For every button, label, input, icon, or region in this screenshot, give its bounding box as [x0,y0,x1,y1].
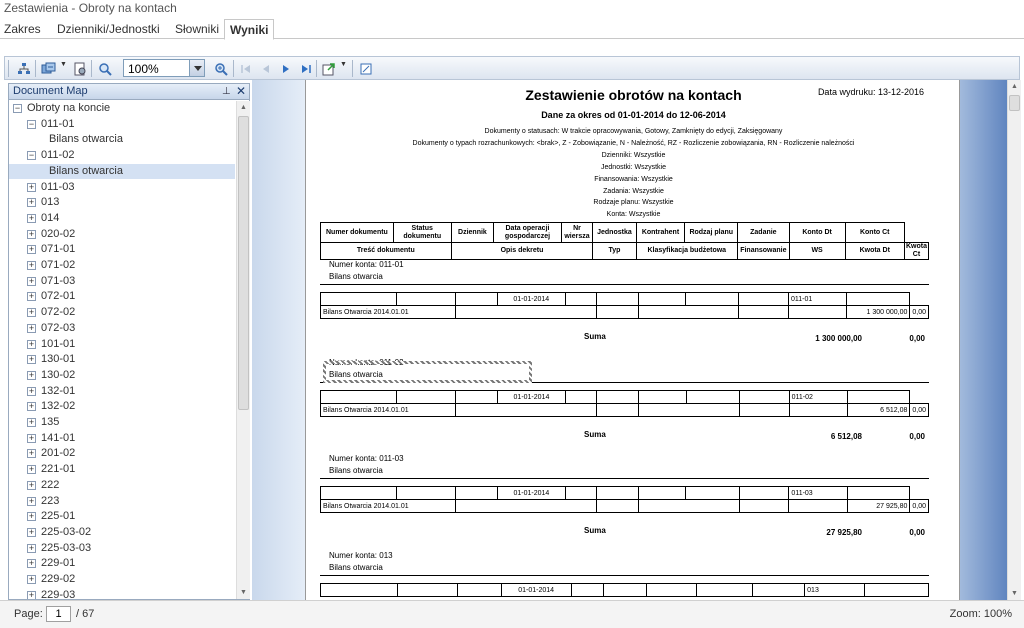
account-number: Numer konta: 011-01 [329,260,404,269]
tree-item-label: Obroty na koncie [27,102,111,114]
tree-item[interactable] [9,117,235,132]
tree-item-label: 071-01 [41,243,76,255]
table-cell [455,404,596,417]
entry-kwota-dt: 1 300 000,00 [847,306,910,319]
table-row [321,487,929,500]
col-konto-dt: Konto Dt [789,223,845,243]
document-map-icon[interactable] [15,60,32,77]
tree-item-label: 141-01 [41,432,76,444]
table-cell [397,584,457,597]
entry-date: 01-01-2014 [501,584,571,597]
zoom-status: Zoom: 100% [949,608,1012,620]
table-cell [321,391,397,404]
col-kwota-ct: Kwota Ct [906,243,927,258]
tree-item-label: 130-02 [41,369,76,381]
toolbar-separator [35,60,36,77]
zoom-select[interactable] [123,59,205,77]
tree-item[interactable] [9,588,235,599]
table-cell [647,584,697,597]
tree-item[interactable] [9,509,235,524]
tree-item[interactable] [9,289,235,304]
col-rodzaj-planu: Rodzaj planu [685,223,738,243]
table-cell [789,306,847,319]
table-cell [455,391,497,404]
table-cell [321,293,397,306]
table-cell [455,306,596,319]
tree-item-label: 071-03 [41,275,76,287]
tree-item[interactable] [9,399,235,414]
table-cell [596,293,638,306]
expand-icon[interactable]: + [28,496,35,506]
collapse-icon[interactable]: − [28,119,35,129]
page-setup-icon[interactable] [71,60,88,77]
table-cell [638,487,686,500]
tree-item-label: 072-02 [41,306,76,318]
report-column-header [320,222,929,260]
entry-table [320,390,929,417]
tree-item-label: 011-01 [41,118,75,130]
expand-icon[interactable]: + [28,182,35,192]
table-cell [396,391,455,404]
sum-kwota-ct: 0,00 [909,432,925,441]
tree-item[interactable] [9,211,235,226]
filter-statuses: Dokumenty o statusach: W trakcie opracowywania, Gotowy, Zamknięty do edycji, Zaksięgowany [484,128,783,135]
table-cell [739,500,789,513]
section-rule [320,478,929,479]
table-row [321,391,929,404]
tree-item-label: 101-01 [41,338,76,350]
col-jednostka: Jednostka [593,223,636,243]
expand-icon[interactable]: + [28,323,35,333]
toolbar-separator [233,60,234,77]
expand-icon[interactable]: + [28,307,35,317]
expand-icon[interactable]: + [28,558,35,568]
col-kontrahent: Kontrahent [636,223,685,243]
expand-icon[interactable]: + [28,464,35,474]
col-ws: WS [789,243,845,260]
entry-date: 01-01-2014 [497,487,566,500]
entry-kwota-ct: 0,00 [910,306,929,319]
scroll-down-icon[interactable]: ▼ [1011,590,1018,597]
entry-date: 01-01-2014 [497,391,566,404]
collapse-icon[interactable]: − [14,103,21,113]
expand-icon[interactable]: + [28,276,35,286]
tree-item-label: 011-02 [41,149,75,161]
table-cell [566,487,597,500]
sum-label: Suma [584,332,606,341]
scroll-thumb[interactable] [1009,95,1020,111]
filter-document-types: Dokumenty o typach rozrachunkowych: <brak>, Z - Zobowiązanie, N - Należność, RZ - Rozliczenie zobowiązania, RN - Rozliczenie należności [412,140,855,147]
tree-item-label: 072-01 [41,290,76,302]
tab-bar [0,19,1024,39]
export-dropdown-icon[interactable]: ▼ [340,61,347,68]
table-cell [603,584,647,597]
document-map-title: Document Map [13,85,88,97]
page-label: Page: [14,608,43,620]
tree-item[interactable] [9,321,235,336]
table-cell [396,487,455,500]
report-viewport-margin [960,80,1008,600]
tree-item-label: 201-02 [41,447,76,459]
chevron-down-icon[interactable] [189,60,204,76]
tree-item[interactable] [9,337,235,352]
tree-item-label: Bilans otwarcia [49,165,123,177]
account-number: Numer konta: 013 [329,551,393,560]
tree-item-label: 229-01 [41,557,76,569]
tree-item[interactable] [9,494,235,509]
section-label: Bilans otwarcia [329,466,383,475]
tree-item-label: 013 [41,196,60,208]
tree-item[interactable] [9,227,235,242]
tree-item[interactable] [9,462,235,477]
tree-item-label: 011-03 [41,181,75,193]
zoom-in-icon[interactable] [212,60,229,77]
table-row [321,584,929,597]
sum-label: Suma [584,430,606,439]
page-total: / 67 [76,608,95,620]
tree-item[interactable] [9,478,235,493]
expand-icon[interactable]: + [28,590,35,599]
expand-icon[interactable]: + [28,339,35,349]
entry-kwota-ct: 0,00 [910,500,929,513]
toolbar-separator [352,60,353,77]
col-konto-ct: Konto Ct [845,223,905,243]
table-cell [739,306,789,319]
tree-item[interactable] [9,101,235,116]
section-rule [320,575,929,576]
tree-item[interactable] [9,525,235,540]
section-label: Bilans otwarcia [329,370,383,379]
table-cell [739,487,789,500]
table-cell [321,584,398,597]
table-cell [847,391,909,404]
tree-item[interactable] [9,164,235,179]
table-cell [740,391,790,404]
close-icon[interactable]: ✕ [236,84,247,98]
table-cell [596,391,638,404]
entry-table [320,292,929,319]
document-map-header [9,84,249,100]
table-cell [865,584,929,597]
tree-item[interactable] [9,148,235,163]
expand-icon[interactable]: + [28,291,35,301]
scroll-down-icon[interactable]: ▼ [237,586,250,599]
tree-item[interactable] [9,446,235,461]
table-cell [638,391,686,404]
entry-date: 01-01-2014 [497,293,565,306]
table-cell [753,584,805,597]
tree-item[interactable] [9,242,235,257]
table-cell [565,293,596,306]
entry-table [320,486,929,513]
tree-item[interactable] [9,132,235,147]
sum-kwota-ct: 0,00 [909,334,925,343]
scroll-up-icon[interactable]: ▲ [1011,83,1018,90]
table-cell [847,293,910,306]
tree-item-label: Bilans otwarcia [49,133,123,145]
filter-tasks: Zadania: Wszystkie [603,188,664,195]
col-kwota-dt: Kwota Dt [845,243,905,260]
sum-kwota-dt: 6 512,08 [830,432,862,441]
document-map-scrollbar[interactable] [236,101,250,599]
col-zadanie: Zadanie [738,223,790,243]
table-cell [740,404,790,417]
tree-item-label: 135 [41,416,60,428]
table-cell [455,487,497,500]
tree-item[interactable] [9,556,235,571]
tree-item-label: 071-02 [41,259,76,271]
table-cell [847,487,910,500]
report-scrollbar[interactable] [1007,80,1021,600]
tree-item-label: 229-03 [41,589,76,599]
tree-item-label: 221-01 [41,463,76,475]
filter-financing: Finansowania: Wszystkie [594,176,673,183]
collapse-icon[interactable]: − [28,150,35,160]
entry-konto-dt: 011-02 [789,391,847,404]
table-cell [596,306,638,319]
tree-item-label: 222 [41,479,60,491]
table-cell [686,293,739,306]
col-status-dokumentu: Status dokumentu [393,223,451,243]
scroll-up-icon[interactable]: ▲ [237,101,250,114]
sum-label: Suma [584,526,606,535]
tree-item-label: 229-02 [41,573,76,585]
table-cell [697,584,753,597]
expand-icon[interactable]: + [28,260,35,270]
table-cell [396,293,455,306]
table-cell [789,404,847,417]
expand-icon[interactable]: + [28,511,35,521]
entry-konto-dt: 011-03 [789,487,847,500]
tree-item[interactable] [9,572,235,587]
selection-highlight [323,361,532,383]
scroll-thumb[interactable] [238,116,249,410]
entry-description: Bilans Otwarcia 2014.01.01 [321,500,456,513]
entry-konto-dt: 013 [805,584,865,597]
sum-kwota-dt: 27 925,80 [826,528,862,537]
expand-icon[interactable]: + [28,448,35,458]
tree-item[interactable] [9,274,235,289]
col-dziennik: Dziennik [451,223,494,243]
entry-kwota-dt: 6 512,08 [847,404,909,417]
table-row [321,293,929,306]
document-map-panel [8,83,250,600]
sum-kwota-ct: 0,00 [909,528,925,537]
expand-icon[interactable]: + [28,574,35,584]
tree-item[interactable] [9,352,235,367]
table-row [321,306,929,319]
account-number: Numer konta: 011-03 [329,454,404,463]
table-cell [638,293,686,306]
refresh-icon[interactable] [357,60,374,77]
window-title: Zestawienia - Obroty na kontach [4,1,177,15]
expand-icon[interactable]: + [28,229,35,239]
col-klasyfikacja-budzetowa: Klasyfikacja budżetowa [636,243,737,260]
expand-icon[interactable]: + [28,401,35,411]
col-opis-dekretu: Opis dekretu [451,243,593,260]
filter-accounts: Konta: Wszystkie [606,211,661,218]
col-tresc-dokumentu: Treść dokumentu [321,243,452,260]
parameters-icon[interactable] [40,60,57,77]
table-cell [686,487,739,500]
report-period: Dane za okres od 01-01-2014 do 12-06-2014 [541,110,726,120]
print-date: Data wydruku: 13-12-2016 [817,87,924,97]
table-cell [455,293,497,306]
expand-icon[interactable]: + [28,543,35,553]
table-cell [789,500,847,513]
report-title: Zestawienie obrotów na kontach [525,87,742,103]
print-layout-icon[interactable] [96,60,113,77]
next-page-icon[interactable] [277,60,294,77]
tab-wyniki[interactable]: Wyniki [224,19,274,40]
entry-kwota-dt: 27 925,80 [847,500,910,513]
expand-icon[interactable]: + [28,197,35,207]
table-cell [739,293,789,306]
toolbar-grip [8,60,9,77]
table-cell [596,404,638,417]
document-map-tree [9,101,237,599]
expand-icon[interactable]: + [28,433,35,443]
status-bar [0,600,1024,628]
entry-kwota-ct: 0,00 [910,404,929,417]
report-page [305,80,960,600]
entry-description: Bilans Otwarcia 2014.01.01 [321,306,456,319]
tree-item-label: 072-03 [41,322,76,334]
expand-icon[interactable]: + [28,354,35,364]
zoom-select-value: 100% [128,62,159,76]
tab-slowniki[interactable]: Słowniki [175,22,220,36]
tree-item[interactable] [9,180,235,195]
tree-item[interactable] [9,384,235,399]
tree-item-label: 225-03-03 [41,542,92,554]
toolbar-separator [91,60,92,77]
toolbar-separator [316,60,317,77]
col-finansowanie: Finansowanie [738,243,790,260]
account-number: Numer konta: 011-02 [329,358,404,367]
tree-item[interactable] [9,305,235,320]
col-typ: Typ [593,243,636,260]
sum-kwota-dt: 1 300 000,00 [815,334,862,343]
tree-item-label: 225-01 [41,510,76,522]
tab-dzienniki-jednostki[interactable]: Dzienniki/Jednostki [57,22,160,36]
report-toolbar [4,56,1020,80]
table-cell [596,500,638,513]
section-rule [320,284,929,285]
table-cell [638,500,739,513]
section-label: Bilans otwarcia [329,272,383,281]
tree-item[interactable] [9,368,235,383]
first-page-icon[interactable] [237,60,254,77]
tree-item-label: 132-01 [41,385,76,397]
parameters-dropdown-icon[interactable]: ▼ [60,61,67,68]
table-row [321,500,929,513]
filter-plan-types: Rodzaje planu: Wszystkie [593,199,674,206]
table-cell [457,584,501,597]
tree-item-label: 020-02 [41,228,76,240]
tree-item[interactable] [9,415,235,430]
tab-zakres[interactable]: Zakres [4,22,41,36]
tree-item-label: 014 [41,212,60,224]
tree-item[interactable] [9,195,235,210]
pin-icon[interactable]: ⊥ [222,86,231,97]
table-cell [638,404,739,417]
tree-item[interactable] [9,431,235,446]
tree-item[interactable] [9,258,235,273]
entry-konto-dt: 011-01 [789,293,847,306]
filter-units: Jednostki: Wszystkie [601,164,666,171]
expand-icon[interactable]: + [28,527,35,537]
last-page-icon[interactable] [297,60,314,77]
tree-item-label: 132-02 [41,400,76,412]
tree-item[interactable] [9,541,235,556]
page-number-input[interactable]: 1 [46,606,71,622]
expand-icon[interactable]: + [28,480,35,490]
table-cell [686,391,739,404]
filter-journals: Dzienniki: Wszystkie [601,152,666,159]
table-cell [455,500,596,513]
expand-icon[interactable]: + [28,213,35,223]
col-data-operacji: Data operacji gospodarczej [494,223,562,243]
tree-item-label: 223 [41,495,60,507]
entry-table [320,583,929,597]
table-cell [321,487,397,500]
col-nr-wiersza: Nr wiersza [561,223,593,243]
col-numer-dokumentu: Numer dokumentu [321,223,394,243]
section-label: Bilans otwarcia [329,563,383,572]
table-cell [571,584,603,597]
expand-icon[interactable]: + [28,244,35,254]
table-row [321,404,929,417]
tree-item-label: 225-03-02 [41,526,92,538]
table-cell [638,306,739,319]
table-cell [596,487,638,500]
export-icon[interactable] [320,60,337,77]
tree-item-label: 130-01 [41,353,76,365]
prev-page-icon[interactable] [257,60,274,77]
table-cell [566,391,597,404]
entry-description: Bilans Otwarcia 2014.01.01 [321,404,456,417]
expand-icon[interactable]: + [28,386,35,396]
expand-icon[interactable]: + [28,370,35,380]
expand-icon[interactable]: + [28,417,35,427]
